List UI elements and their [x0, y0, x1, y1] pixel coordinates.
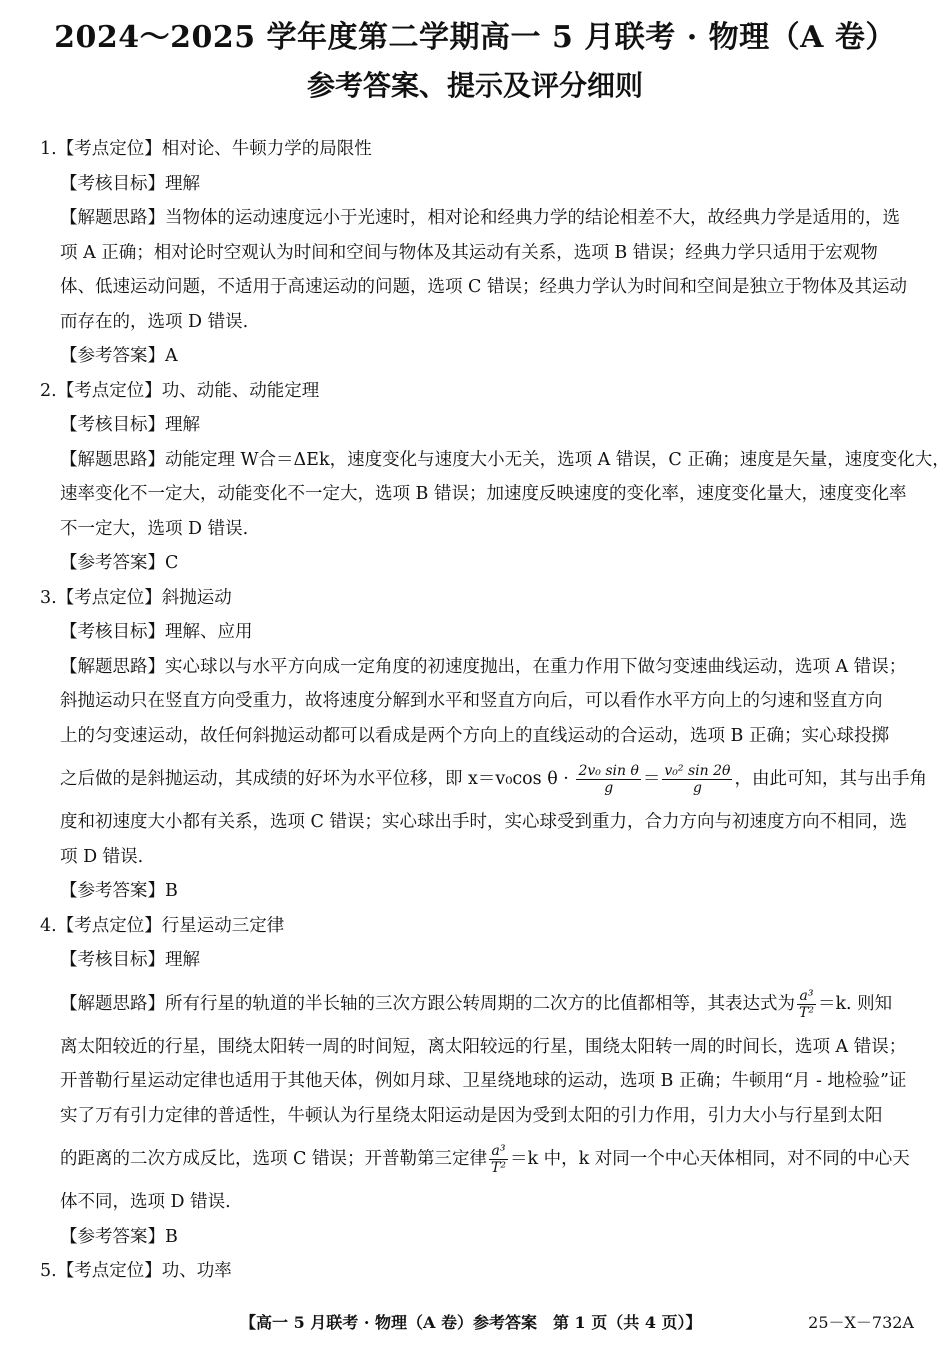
q4-fraction-a-den: T²	[799, 1004, 814, 1021]
q4-answer: 【参考答案】B	[60, 1226, 178, 1247]
q4-fraction-b-den: T²	[491, 1160, 506, 1176]
q2-target: 【考核目标】理解	[60, 415, 200, 435]
q3-fraction-1-num: 2v₀ sin θ	[578, 763, 639, 779]
q1-line: 体、低速运动问题，不适用于高速运动的问题，选项 C 错误；经典力学认为时间和空间是独立于物体及其运动	[60, 277, 908, 297]
question-5	[40, 1254, 912, 1289]
q3-formula-post: ，由此可知，其与出手角	[734, 769, 927, 789]
q3-answer: 【参考答案】B	[60, 881, 178, 901]
footer-page-info: 【高一 5 月联考 · 物理（A 卷）参考答案 第 1 页（共 4 页）】	[240, 1313, 702, 1332]
q4-fraction-a	[797, 988, 816, 1021]
question-1	[40, 132, 912, 374]
q4-fraction-a-num: a³	[797, 988, 816, 1005]
q5-locate: 5.【考点定位】功、功率	[40, 1261, 232, 1281]
q2-line: 速率变化不一定大，动能变化不一定大，选项 B 错误；加速度反映速度的变化率，速度变化量大，速度变化率	[60, 484, 907, 504]
q3-formula-pre: 之后做的是斜抛运动，其成绩的好坏为水平位移，即 x＝v₀cos θ ·	[60, 769, 569, 789]
q3-line: 度和初速度大小都有关系，选项 C 错误；实心球出手时，实心球受到重力，合力方向与初速度方向不相同，选	[60, 812, 908, 832]
q3-fraction-1	[576, 763, 640, 796]
answer-content	[40, 132, 950, 1289]
q2-line: 不一定大，选项 D 错误.	[60, 518, 249, 539]
q3-formula-line	[40, 753, 927, 805]
q4-formula-b-pre: 的距离的二次方成反比，选项 C 错误；开普勒第三定律	[60, 1149, 488, 1169]
page-title: 2024～2025 学年度第二学期高一 5 月联考 · 物理（A 卷）	[54, 20, 896, 55]
question-4	[40, 909, 912, 1255]
q4-target: 【考核目标】理解	[60, 950, 200, 970]
q4-locate: 4.【考点定位】行星运动三定律	[40, 915, 285, 936]
q3-line: 项 D 错误.	[60, 846, 144, 867]
q4-formula-a-post: ＝k. 则知	[817, 993, 893, 1014]
q3-fraction-2-num: v₀² sin 2θ	[664, 763, 731, 779]
q2-answer: 【参考答案】C	[60, 553, 179, 573]
q4-formula-line-a	[40, 978, 912, 1030]
q3-fraction-2-den: g	[692, 780, 702, 796]
q4-line: 开普勒行星运动定律也适用于其他天体，例如月球、卫星绕地球的运动，选项 B 正确；牛顿用“月 - 地检验”证	[60, 1071, 907, 1091]
q2-line: 【解题思路】动能定理 W合＝ΔEk，速度变化与速度大小无关，选项 A 错误，C 正确；速度是矢量，速度变化大，	[60, 449, 950, 470]
q3-line: 【解题思路】实心球以与水平方向成一定角度的初速度抛出，在重力作用下做匀变速曲线运动，选项 A 错误；	[60, 656, 907, 677]
q3-fraction-1-den: g	[604, 780, 614, 796]
question-3	[40, 581, 927, 909]
q3-locate: 3.【考点定位】斜抛运动	[40, 587, 232, 608]
question-2	[40, 374, 950, 581]
q4-line: 实了万有引力定律的普适性，牛顿认为行星绕太阳运动是因为受到太阳的引力作用，引力大小与行星到太阳	[60, 1105, 883, 1126]
q4-formula-a-pre: 【解题思路】所有行星的轨道的半长轴的三次方跟公转周期的二次方的比值都相等，其表达式为	[60, 993, 795, 1014]
q3-line: 斜抛运动只在竖直方向受重力，故将速度分解到水平和竖直方向后，可以看作水平方向上的匀速和竖直方向	[60, 691, 883, 711]
q4-line: 离太阳较近的行星，围绕太阳转一周的时间短，离太阳较远的行星，围绕太阳转一周的时间长，选项 A 错误；	[60, 1036, 907, 1057]
q3-target: 【考核目标】理解、应用	[60, 622, 253, 642]
footer-code: 25－X－732A	[808, 1313, 914, 1332]
q4-line: 体不同，选项 D 错误.	[60, 1192, 231, 1212]
q1-locate: 1.【考点定位】相对论、牛顿力学的局限性	[40, 139, 372, 159]
q1-answer: 【参考答案】A	[60, 346, 178, 366]
q1-line: 项 A 正确；相对论时空观认为时间和空间与物体及其运动有关系，选项 B 错误；经典力学只适用于宏观物	[60, 242, 878, 263]
page-footer	[0, 1310, 950, 1340]
page-subtitle: 参考答案、提示及评分细则	[306, 69, 643, 102]
q1-line: 而存在的，选项 D 错误.	[60, 311, 249, 332]
q4-formula-b-post: ＝k 中，k 对同一个中心天体相同，对不同的中心天	[509, 1149, 910, 1169]
q1-line: 【解题思路】当物体的运动速度远小于光速时，相对论和经典力学的结论相差不大，故经典力学是适用的，选	[60, 208, 900, 228]
q2-locate: 2.【考点定位】功、动能、动能定理	[40, 380, 320, 401]
q3-fraction-2	[662, 763, 732, 796]
q3-formula-eq: ＝	[642, 769, 661, 789]
q4-fraction-b-num: a³	[489, 1143, 508, 1160]
q3-line: 上的匀变速运动，故任何斜抛运动都可以看成是两个方向上的直线运动的合运动，选项 B 正确；实心球投掷	[60, 725, 889, 746]
q1-target: 【考核目标】理解	[60, 173, 200, 194]
q4-formula-line-b	[40, 1133, 912, 1185]
q4-fraction-b	[489, 1143, 508, 1176]
